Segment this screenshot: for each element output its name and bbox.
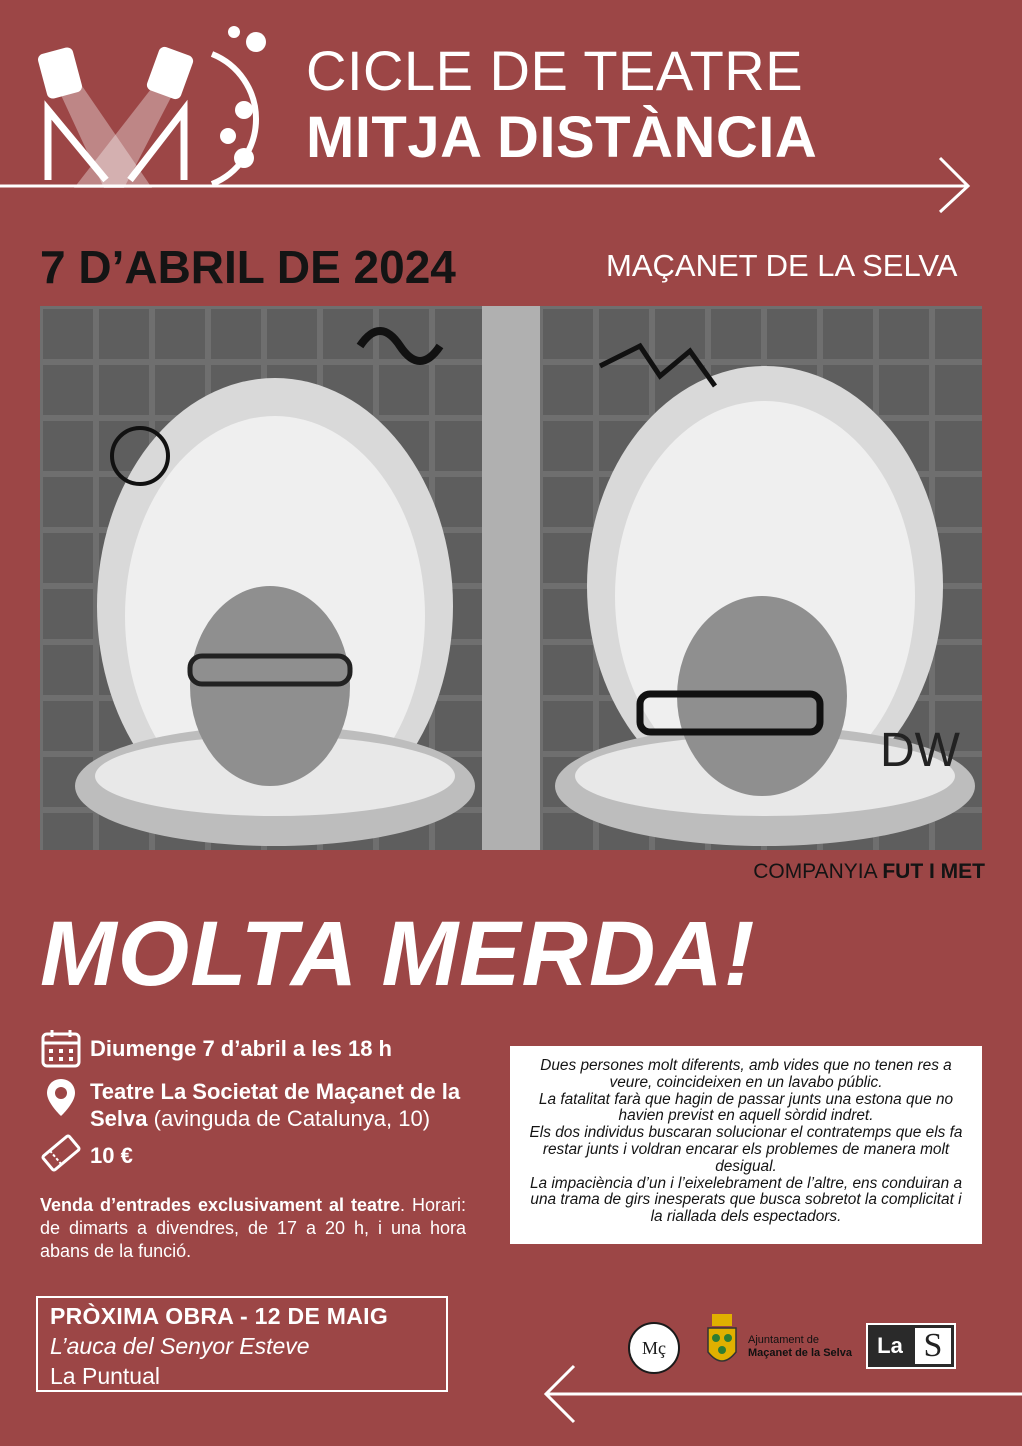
- synopsis-box: [510, 1046, 982, 1244]
- next-play-company: La Puntual: [50, 1363, 160, 1389]
- synopsis-paragraph: Dues persones molt diferents, amb vides que no tenen res a veure, coincideixen en un lavabo públic.: [540, 1057, 952, 1091]
- location-pin-icon: [40, 1076, 82, 1118]
- synopsis-paragraph: La fatalitat farà que hagin de passar junts una estona que no havien previst en aquell sòrdid indret.: [538, 1090, 954, 1125]
- play-title: MOLTA MERDA!: [40, 903, 756, 1005]
- arrow-right-icon: [0, 150, 980, 220]
- event-location: MAÇANET DE LA SELVA: [606, 248, 958, 283]
- cycle-title-line1: CICLE DE TEATRE: [306, 39, 804, 102]
- next-play-title: L’auca del Senyor Esteve: [50, 1333, 310, 1359]
- ticket-price: [40, 1132, 133, 1174]
- next-play-box: [36, 1296, 448, 1392]
- calendar-icon: [40, 1027, 82, 1069]
- next-play-heading: PRÒXIMA OBRA - 12 DE MAIG: [50, 1303, 389, 1329]
- datetime-text: Diumenge 7 d’abril a les 18 h: [90, 1036, 392, 1061]
- price-text: 10 €: [90, 1143, 133, 1168]
- svg-text:DW: DW: [880, 724, 960, 777]
- la-societat-s: S: [912, 1325, 954, 1367]
- event-date: 7 D’ABRIL DE 2024: [40, 241, 456, 293]
- cycle-title-line2: MITJA DISTÀNCIA: [306, 105, 818, 170]
- synopsis-paragraph: La impaciència d’un i l’eixelebrament de l’altre, ens conduiran a una trama de girs inesperats que busca sobretot la complicitat i la riallada dels espectadors.: [529, 1174, 963, 1226]
- venue-text: Teatre La Societat de Maçanet de la Selva (avinguda de Catalunya, 10): [90, 1079, 461, 1131]
- mc-culture-logo: Mç: [628, 1322, 680, 1374]
- synopsis-paragraph: Els dos individus buscaran solucionar el contratemps que els fa restar junts i voldran encarar els problemes de manera molt desigual.: [529, 1124, 963, 1175]
- photo-left-toilet: [40, 306, 482, 850]
- town-shield-icon: [704, 1312, 740, 1372]
- ticket-sales-info: Venda d’entrades exclusivament al teatre. Horari: de dimarts a divendres, de 17 a 20 h, i una hora abans de la funció.: [40, 1195, 466, 1261]
- la-societat-la: La: [868, 1325, 912, 1367]
- photo-right-toilet: [540, 306, 982, 850]
- arrow-left-icon: [540, 1358, 1022, 1438]
- performance-datetime: [40, 1027, 392, 1069]
- ticket-icon: [40, 1132, 82, 1174]
- ajuntament-logo-text: Ajuntament de Maçanet de la Selva: [748, 1334, 852, 1359]
- performance-venue: [40, 1076, 480, 1132]
- la-societat-logo: [866, 1323, 956, 1369]
- company-credit: COMPANYIA FUT I MET: [753, 860, 985, 883]
- photo-divider: [482, 306, 540, 850]
